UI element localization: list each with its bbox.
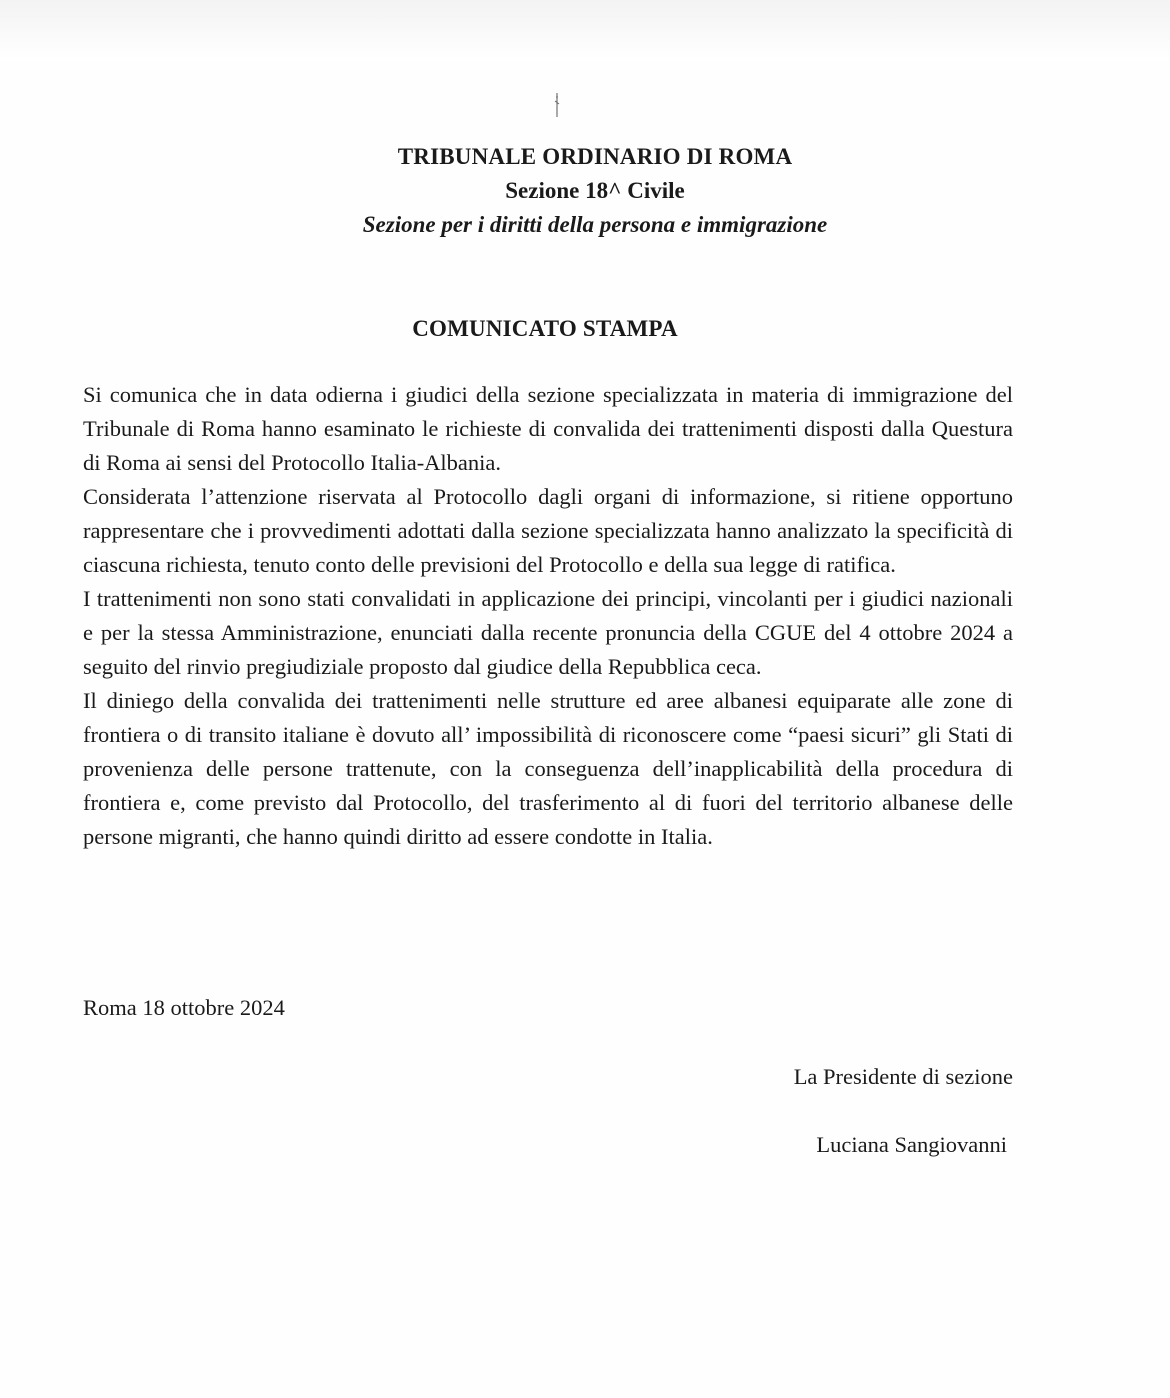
document-title: COMUNICATO STAMPA bbox=[412, 316, 678, 341]
signatory-role: La Presidente di sezione bbox=[793, 1064, 1013, 1089]
court-section: Sezione 18^ Civile bbox=[505, 178, 685, 203]
scan-top-shade bbox=[0, 0, 1170, 60]
small-emblem-icon bbox=[554, 92, 560, 118]
signatory-name: Luciana Sangiovanni bbox=[816, 1132, 1007, 1157]
document-header bbox=[0, 140, 1170, 242]
court-name: TRIBUNALE ORDINARIO DI ROMA bbox=[397, 144, 793, 169]
document-date: Roma 18 ottobre 2024 bbox=[83, 995, 285, 1020]
court-subsection: Sezione per i diritti della persona e immigrazione bbox=[362, 212, 828, 237]
body-paragraph: Si comunica che in data odierna i giudici della sezione specializzata in materia di immigrazione del Tribunale di Roma hanno esaminato le richieste di convalida dei trattenimenti disposti dalla Questura di Roma ai sensi del Protocollo Italia-Albania. bbox=[83, 382, 1013, 475]
body-paragraph: Il diniego della convalida dei trattenimenti nelle strutture ed aree albanesi equiparate alle zone di frontiera o di transito italiane è dovuto all’ impossibilità di riconoscere come “paesi sicuri” gli Stati di provenienza delle persone trattenute, con la conseguenza dell’inapplicabilità della procedura di frontiera e, come previsto dal Protocollo, del trasferimento al di fuori del territorio albanese delle persone migranti, che hanno quindi diritto ad essere condotte in Italia. bbox=[83, 688, 1013, 849]
body-paragraph: I trattenimenti non sono stati convalidati in applicazione dei principi, vincolanti per i giudici nazionali e per la stessa Amministrazione, enunciati dalla recente pronuncia della CGUE del 4 ottobre 2024 a seguito del rinvio pregiudiziale proposto dal giudice della Repubblica ceca. bbox=[83, 586, 1013, 679]
document-body bbox=[83, 378, 1013, 854]
body-paragraph: Considerata l’attenzione riservata al Protocollo dagli organi di informazione, si ritiene opportuno rappresentare che i provvedimenti adottati dalla sezione specializzata hanno analizzato la specificità di ciascuna richiesta, tenuto conto delle previsioni del Protocollo e della sua legge di ratifica. bbox=[83, 484, 1013, 577]
